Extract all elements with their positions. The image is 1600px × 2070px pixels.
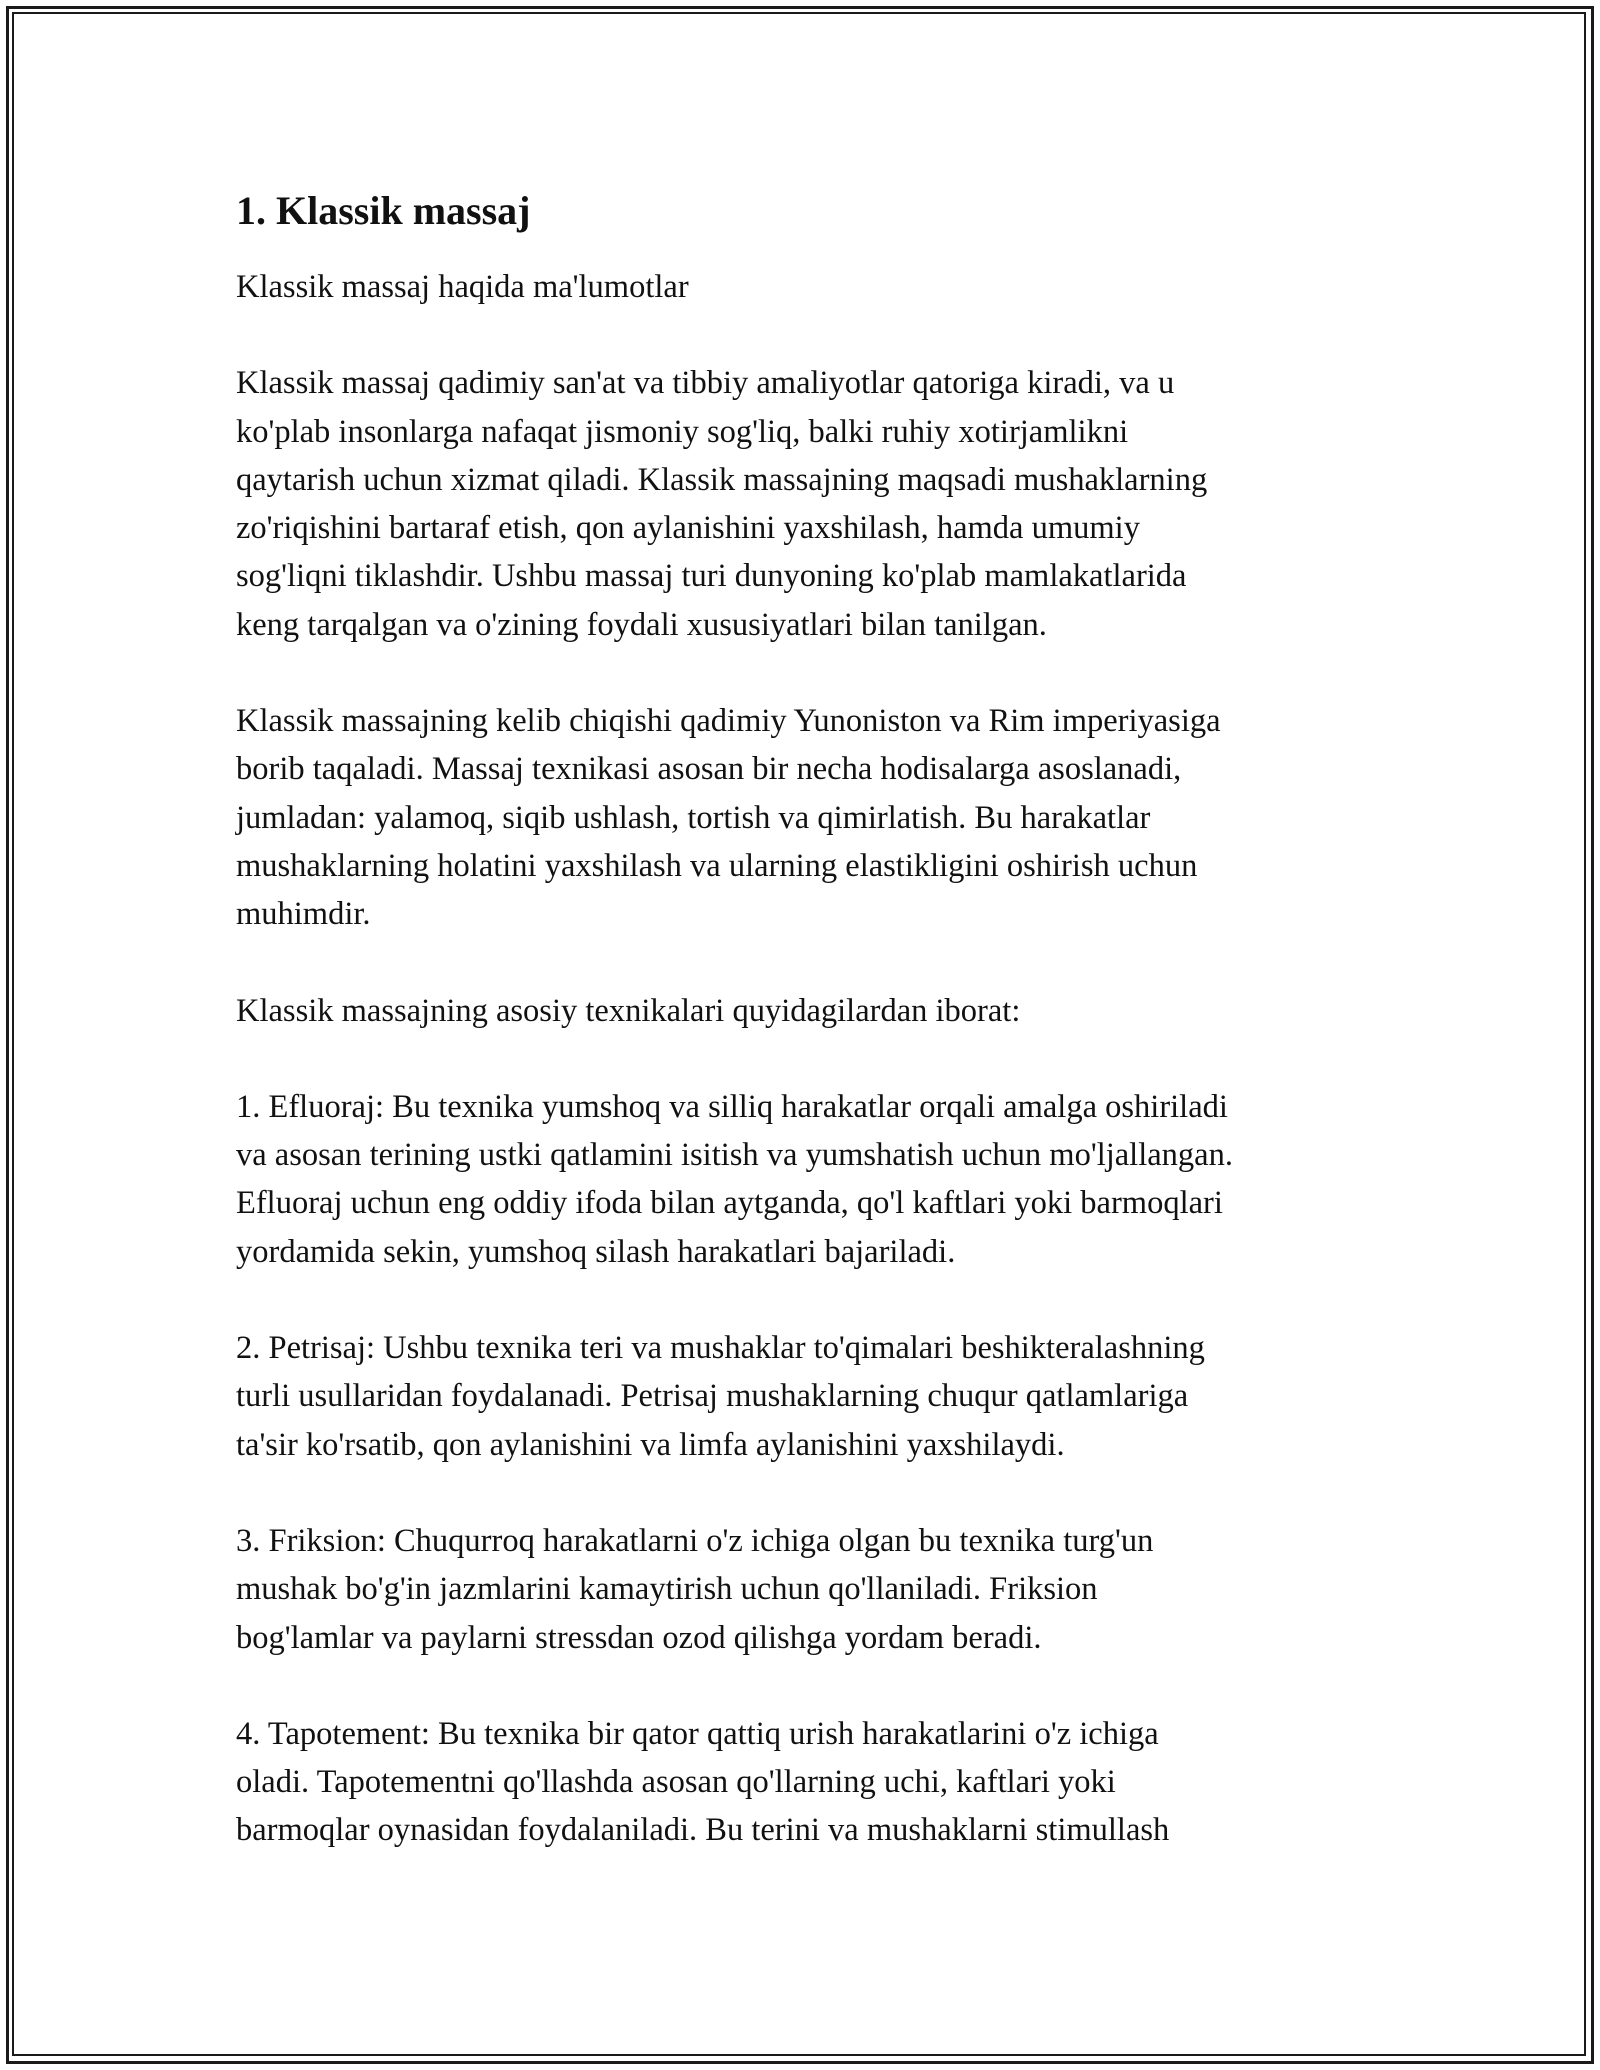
document-title: 1. Klassik massaj bbox=[236, 188, 531, 233]
text-line: mushaklarning holatini yaxshilash va ularning elastikligini oshirish uchun bbox=[236, 847, 1198, 884]
text-line: Klassik massajning asosiy texnikalari quyidagilardan iborat: bbox=[236, 992, 1021, 1029]
paragraph bbox=[236, 697, 1386, 938]
paragraph bbox=[236, 1710, 1386, 1855]
paragraph bbox=[236, 1517, 1386, 1662]
text-line: zo'riqishini bartaraf etish, qon aylanishini yaxshilash, hamda umumiy bbox=[236, 510, 1140, 547]
paragraph bbox=[236, 1324, 1386, 1469]
text-line: 4. Tapotement: Bu texnika bir qator qattiq urish harakatlarini o'z ichiga bbox=[236, 1715, 1159, 1752]
text-line: Klassik massaj haqida ma'lumotlar bbox=[236, 269, 689, 305]
text-line: 2. Petrisaj: Ushbu texnika teri va mushaklar to'qimalari beshikteralashning bbox=[236, 1330, 1205, 1367]
text-line: 1. Efluoraj: Bu texnika yumshoq va silliq harakatlar orqali amalga oshiriladi bbox=[236, 1088, 1228, 1125]
paragraph bbox=[236, 359, 1386, 649]
text-line: muhimdir. bbox=[236, 896, 371, 933]
paragraph-list bbox=[236, 263, 1386, 1855]
text-line: sog'liqni tiklashdir. Ushbu massaj turi dunyoning ko'plab mamlakatlarida bbox=[236, 558, 1187, 595]
text-line: 3. Friksion: Chuqurroq harakatlarni o'z ichiga olgan bu texnika turg'un bbox=[236, 1522, 1154, 1559]
text-line: mushak bo'g'in jazmlarini kamaytirish uchun qo'llaniladi. Friksion bbox=[236, 1571, 1098, 1608]
text-line: borib taqaladi. Massaj texnikasi asosan bir necha hodisalarga asoslanadi, bbox=[236, 751, 1182, 788]
text-line: barmoqlar oynasidan foydalaniladi. Bu terini va mushaklarni stimullash bbox=[236, 1812, 1170, 1849]
text-line: turli usullaridan foydalanadi. Petrisaj mushaklarning chuqur qatlamlariga bbox=[236, 1378, 1189, 1415]
text-line: keng tarqalgan va o'zining foydali xususiyatlari bilan tanilgan. bbox=[236, 606, 1047, 643]
text-line: Klassik massajning kelib chiqishi qadimiy Yunoniston va Rim imperiyasiga bbox=[236, 703, 1221, 740]
text-line: ta'sir ko'rsatib, qon aylanishini va limfa aylanishini yaxshilaydi. bbox=[236, 1426, 1065, 1463]
paragraph bbox=[236, 987, 1386, 1035]
text-line: bog'lamlar va paylarni stressdan ozod qilishga yordam beradi. bbox=[236, 1619, 1042, 1656]
text-line: jumladan: yalamoq, siqib ushlash, tortish va qimirlatish. Bu harakatlar bbox=[236, 799, 1151, 836]
text-line: ko'plab insonlarga nafaqat jismoniy sog'liq, balki ruhiy xotirjamlikni bbox=[236, 413, 1129, 450]
text-line: yordamida sekin, yumshoq silash harakatlari bajariladi. bbox=[236, 1233, 956, 1270]
text-line: qaytarish uchun xizmat qiladi. Klassik massajning maqsadi mushaklarning bbox=[236, 461, 1208, 498]
document-body bbox=[236, 185, 1386, 1903]
text-line: va asosan terining ustki qatlamini isitish va yumshatish uchun mo'ljallangan. bbox=[236, 1137, 1233, 1174]
text-line: Efluoraj uchun eng oddiy ifoda bilan aytganda, qo'l kaftlari yoki barmoqlari bbox=[236, 1185, 1223, 1222]
text-line: oladi. Tapotementni qo'llashda asosan qo'llarning uchi, kaftlari yoki bbox=[236, 1764, 1116, 1801]
text-line: Klassik massaj qadimiy san'at va tibbiy amaliyotlar qatoriga kiradi, va u bbox=[236, 365, 1175, 402]
paragraph bbox=[236, 1083, 1386, 1276]
paragraph bbox=[236, 263, 1386, 311]
